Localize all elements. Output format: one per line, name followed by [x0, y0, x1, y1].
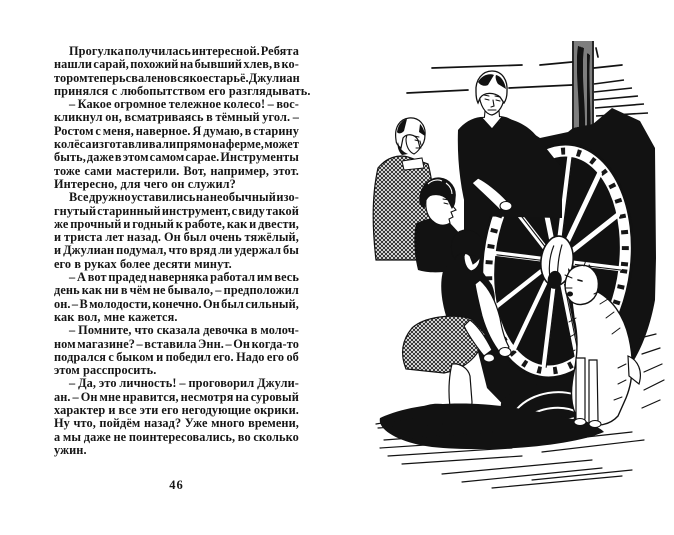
text-line: – А вот прадед наверняка работал им весь [69, 270, 299, 285]
dog-leg-front [576, 358, 585, 422]
text-line: нашли сарай, похожий на бывший хлев, в ко- [54, 57, 299, 72]
text-line: колёса изготавливали прямо на ферме, может [54, 137, 299, 152]
text-line: – Помните, что сказала девочка в молоч- [69, 323, 299, 338]
julian-hand [500, 202, 512, 211]
barn-illustration [372, 28, 672, 500]
dog-head [565, 265, 598, 304]
text-line: Интересно, для чего он служил? [54, 176, 236, 191]
text-line: принялся с любопытством его разглядывать. [54, 83, 311, 98]
text-line: Ну что, пойдём назад? Уже много времени, [54, 416, 299, 431]
text-line: Ростом с меня, наверное. Я думаю, в старину [54, 123, 299, 138]
text-line: этом расспросить. [54, 363, 157, 378]
text-line: ан. – Он мне нравится, несмотря на суровый [54, 389, 299, 404]
dick-figure [414, 178, 466, 272]
text-line: гнутый старинный инструмент, с виду такой [54, 203, 299, 218]
wall-hatch-lines [594, 80, 648, 116]
text-line: он. – В молодости, конечно. Он был сильный, [54, 296, 299, 311]
text-line: ужин. [54, 442, 87, 457]
text-line: а мы даже не поинтересовались, во сколько [54, 429, 299, 444]
text-line: ном магазине? – вставила Энн. – Он когда-то [54, 336, 299, 351]
text-line: подрался с быком и победил его. Надо его об [54, 349, 299, 364]
text-line: – Какое огромное тележное колесо! – вос- [69, 97, 299, 112]
text-line: как вол, мне кажется. [54, 309, 178, 324]
text-line: тоже сами мастерили. Вот, например, этот. [54, 163, 299, 178]
dog-leg-front-2 [589, 360, 598, 424]
text-column [54, 44, 311, 457]
text-line: характер и все эти его негодующие окрики. [54, 403, 299, 418]
text-line: тором теперь свалено всякое старьё. Джулиан [54, 70, 300, 85]
text-line: и Джулиан подумал, что вряд ли удержал бы [54, 243, 299, 258]
text-line: – Да, это личность! – проговорил Джули- [69, 376, 299, 391]
right-page [372, 28, 672, 505]
text-line: Прогулка получилась интересной. Ребята [69, 44, 299, 58]
text-line: Все дружно уставились на необычный изо- [69, 190, 299, 205]
text-line: же прочный и годный к работе, как и двести, [54, 216, 299, 231]
text-line: его в руках более десяти минут. [54, 256, 232, 271]
text-line: кликнул он, всматриваясь в тёмный угол. – [54, 110, 299, 125]
text-line: быть, даже в этом самом сарае. Инструменты [54, 150, 299, 165]
page-number: 46 [169, 478, 184, 492]
text-line: день как ни в чём не бывало, – предположил [54, 283, 299, 298]
text-line: и триста лет назад. Он был очень тяжёлый, [54, 230, 299, 245]
